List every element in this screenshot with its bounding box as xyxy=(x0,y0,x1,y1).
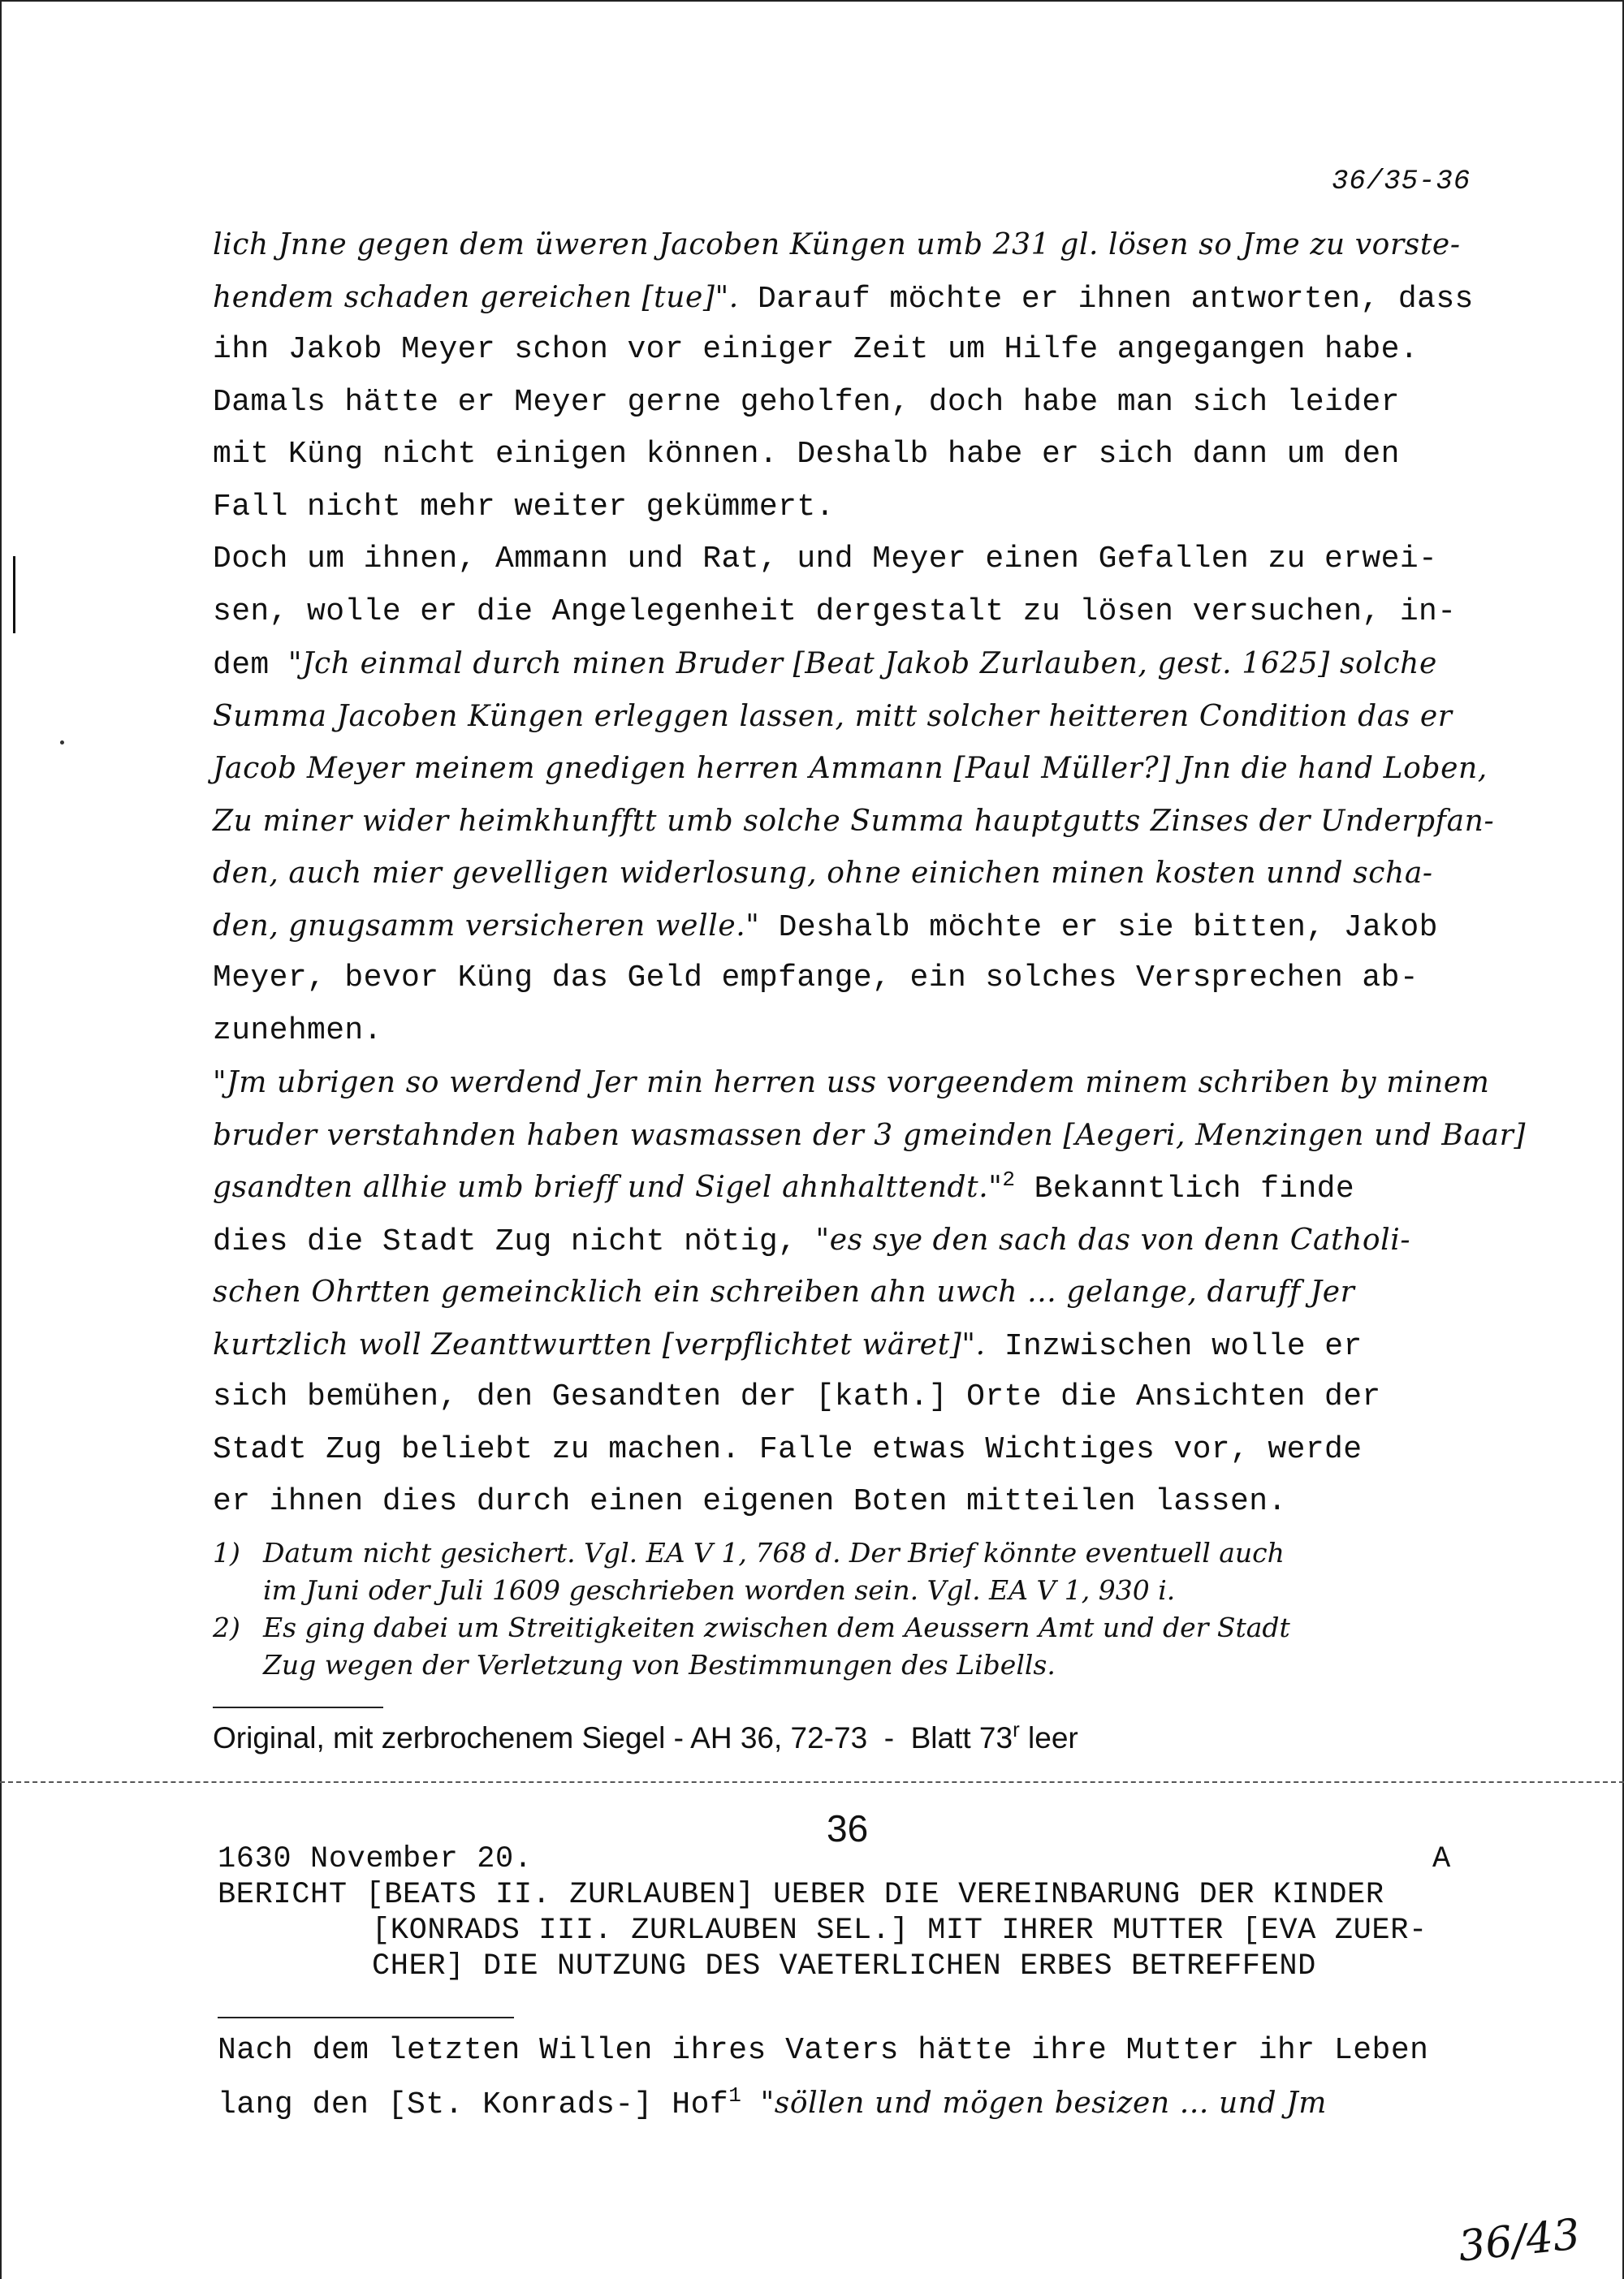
quoted-text: kurtzlich woll Zeanttwurtten [verpflichtet wäret]". xyxy=(213,1327,986,1362)
quoted-text: gsandten allhie umb brieff und Sigel ahnhalttendt." xyxy=(213,1171,1003,1204)
body-line xyxy=(213,219,1528,272)
body-text xyxy=(213,219,1528,1529)
text-run xyxy=(741,2087,760,2122)
body-line xyxy=(213,848,1528,900)
footnote-ref: 1 xyxy=(728,2083,742,2108)
section-divider xyxy=(0,1781,1624,1783)
document-letter: A xyxy=(1432,1842,1451,1876)
footnote-ref: 2 xyxy=(1002,1168,1016,1192)
regest-line: CHER] DIE NUTZUNG DES VAETERLICHEN ERBES BETREFFEND xyxy=(372,1949,1316,1983)
text-run: Inzwischen wolle er xyxy=(985,1328,1363,1364)
original-note xyxy=(213,1717,1078,1755)
text-run: er ihnen dies durch einen eigenen Boten mitteilen lassen. xyxy=(213,1484,1287,1519)
quoted-text: "Jm ubrigen so werdend Jer min herren uss vorgeendem minem schriben by minem xyxy=(213,1066,1490,1099)
footnotes xyxy=(213,1534,1561,1684)
document-number: 36 xyxy=(827,1807,869,1850)
body-line xyxy=(213,638,1528,691)
footnote-text: Zug wegen der Verletzung von Bestimmungen des Libells. xyxy=(263,1649,1056,1681)
body-line xyxy=(213,533,1528,586)
text-run: Deshalb möchte er sie bitten, Jakob xyxy=(759,909,1438,945)
quoted-text: hendem schaden gereichen [tue]". xyxy=(213,280,739,314)
original-note-prefix: Original, mit zerbrochenem Siegel - AH 36, 72-73 - Blatt 73 xyxy=(213,1721,1013,1755)
quoted-text: bruder verstahnden haben wasmassen der 3 gmeinden [Aegeri, Menzingen und Baar] xyxy=(213,1118,1527,1152)
body-line xyxy=(213,1005,1528,1058)
footnote-line xyxy=(213,1647,1561,1684)
document-header xyxy=(218,1841,1582,1984)
text-run: Stadt Zug beliebt zu machen. Falle etwas Wichtiges vor, werde xyxy=(213,1431,1363,1467)
body-line xyxy=(213,324,1528,377)
text-run: zunehmen. xyxy=(213,1012,382,1048)
body-line xyxy=(213,1057,1528,1110)
body-line xyxy=(213,586,1528,639)
original-note-suffix: leer xyxy=(1019,1721,1078,1755)
footnote-line xyxy=(213,1572,1561,1609)
body-line xyxy=(213,900,1528,953)
body-line xyxy=(213,691,1528,744)
body-line xyxy=(213,377,1528,429)
quoted-text: schen Ohrtten gemeincklich ein schreiben ahn uwch ... gelange, daruff Jer xyxy=(213,1275,1355,1309)
text-run: Darauf möchte er ihnen antworten, dass xyxy=(738,281,1474,317)
footnote-line xyxy=(213,1609,1561,1647)
frame-left-border xyxy=(0,0,2,2279)
text-run: Doch um ihnen, Ammann und Rat, und Meyer einen Gefallen zu erwei- xyxy=(213,542,1438,576)
body-line xyxy=(213,743,1528,796)
quoted-text: Summa Jacoben Küngen erleggen lassen, mitt solcher heitteren Condition das er xyxy=(213,699,1453,733)
regest-line: [KONRADS III. ZURLAUBEN SEL.] MIT IHRER MUTTER [EVA ZUER- xyxy=(372,1914,1427,1948)
header-rule xyxy=(218,2017,514,2018)
body-line xyxy=(213,429,1528,481)
text-run: sen, wolle er die Angelegenheit dergestalt zu lösen versuchen, in- xyxy=(213,593,1457,629)
document-date: 1630 November 20. xyxy=(218,1842,533,1876)
text-run: Damals hätte er Meyer gerne geholfen, doch habe man sich leider xyxy=(213,384,1400,420)
quoted-text: den, auch mier gevelligen widerlosung, ohne einichen minen kosten unnd scha- xyxy=(213,857,1433,890)
body-line xyxy=(213,1476,1528,1529)
footnote-number: 1) xyxy=(213,1537,240,1569)
quoted-text: "es sye den sach das von denn Catholi- xyxy=(815,1223,1411,1257)
frame-top-border xyxy=(0,0,1624,2)
text-run: Meyer, bevor Küng das Geld empfange, ein solches Versprechen ab- xyxy=(213,960,1419,995)
body-line xyxy=(213,1424,1528,1477)
text-run: mit Küng nicht einigen können. Deshalb habe er sich dann um den xyxy=(213,437,1400,472)
quoted-text: lich Jnne gegen dem üweren Jacoben Küngen umb 231 gl. lösen so Jme zu vorste- xyxy=(213,228,1461,261)
text-run: sich bemühen, den Gesandten der [kath.] Orte die Ansichten der xyxy=(213,1379,1381,1414)
body-line xyxy=(213,481,1528,534)
quoted-text: "Jch einmal durch minen Bruder [Beat Jakob Zurlauben, gest. 1625] solche xyxy=(287,647,1437,680)
margin-bracket-mark xyxy=(2,556,15,633)
intro-line xyxy=(218,2026,1582,2078)
body-line xyxy=(213,952,1528,1005)
text-run: Fall nicht mehr weiter gekümmert. xyxy=(213,489,835,524)
footnote-rule xyxy=(213,1707,383,1708)
text-run: Bekanntlich finde xyxy=(1015,1172,1355,1206)
body-line xyxy=(213,1319,1528,1372)
page-signature: 36/43 xyxy=(1456,2210,1583,2272)
body-line xyxy=(213,1267,1528,1319)
text-run: lang den [St. Konrads-] Hof xyxy=(218,2087,729,2122)
footnote-number: 2) xyxy=(213,1612,240,1643)
quoted-text: Jacob Meyer meinem gnedigen herren Ammann [Paul Müller?] Jnn die hand Loben, xyxy=(213,752,1488,785)
footnote-line xyxy=(213,1534,1561,1572)
footnote-text: im Juni oder Juli 1609 geschrieben worden sein. Vgl. EA V 1, 930 i. xyxy=(263,1574,1176,1606)
text-run: Nach dem letzten Willen ihres Vaters hätte ihre Mutter ihr Leben xyxy=(218,2033,1429,2068)
footnote-text: Es ging dabei um Streitigkeiten zwischen dem Aeussern Amt und der Stadt xyxy=(263,1612,1290,1643)
intro-line xyxy=(218,2078,1582,2131)
text-run: ihn Jakob Meyer schon vor einiger Zeit um Hilfe angegangen habe. xyxy=(213,332,1419,367)
body-line xyxy=(213,1215,1528,1267)
text-run: dies die Stadt Zug nicht nötig, xyxy=(213,1224,816,1259)
body-line xyxy=(213,1110,1528,1163)
page-reference: 36/35-36 xyxy=(1332,166,1471,197)
body-line xyxy=(213,796,1528,848)
intro-text xyxy=(218,2026,1582,2130)
quoted-text: "söllen und mögen besizen ... und Jm xyxy=(760,2086,1327,2120)
body-line xyxy=(213,1371,1528,1424)
footnote-text: Datum nicht gesichert. Vgl. EA V 1, 768 d. Der Brief könnte eventuell auch xyxy=(263,1537,1285,1569)
text-run: dem xyxy=(213,648,288,683)
quoted-text: den, gnugsamm versicheren welle." xyxy=(213,909,760,943)
quoted-text: Zu miner wider heimkhunfftt umb solche Summa hauptgutts Zinses der Underpfan- xyxy=(213,804,1495,838)
body-line xyxy=(213,272,1528,325)
regest-line: BERICHT [BEATS II. ZURLAUBEN] UEBER DIE VEREINBARUNG DER KINDER xyxy=(218,1878,1384,1912)
original-note-sup: r xyxy=(1013,1717,1020,1742)
body-line xyxy=(213,1162,1528,1215)
margin-dot xyxy=(60,740,64,745)
